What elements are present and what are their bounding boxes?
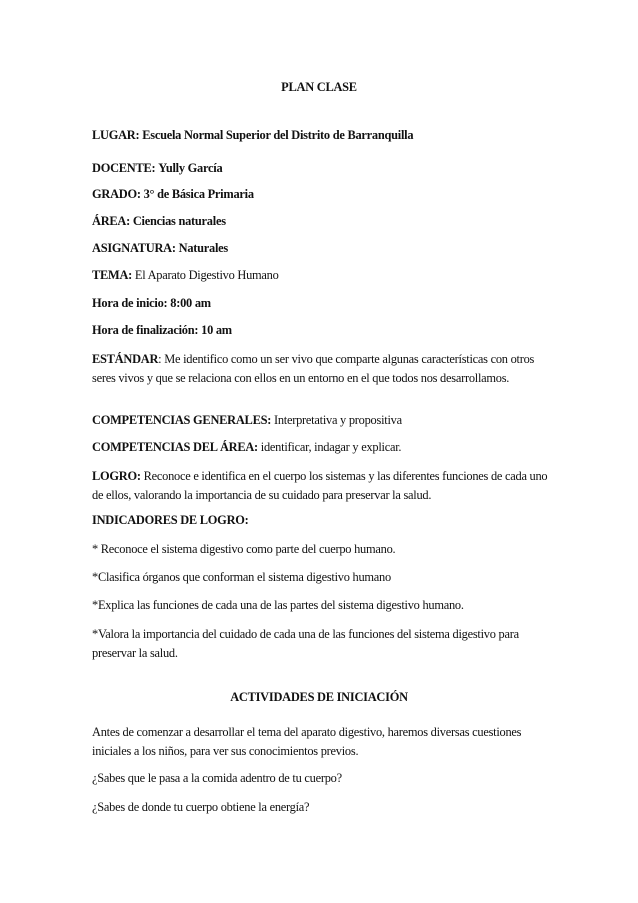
competencias-area-text: identificar, indagar y explicar. bbox=[260, 440, 402, 454]
indicador-item: * Reconoce el sistema digestivo como parte del cuerpo humano. bbox=[92, 542, 396, 556]
field-hora-fin bbox=[92, 323, 552, 338]
estandar-text: : Me identifico como un ser vivo que comparte algunas características con otros seres vivos y que se relaciona con ellos en un entorno en el que todos nos desarrollamos. bbox=[92, 352, 535, 385]
field-hora-inicio-value: 8:00 am bbox=[170, 296, 211, 310]
field-asignatura bbox=[92, 241, 552, 256]
indicador-item: *Valora la importancia del cuidado de cada una de las funciones del sistema digestivo para preservar la salud. bbox=[92, 627, 519, 660]
field-hora-fin-label: Hora de finalización: bbox=[92, 323, 199, 337]
field-area-value: Ciencias naturales bbox=[132, 214, 226, 228]
actividades-question: ¿Sabes que le pasa a la comida adentro de tu cuerpo? bbox=[92, 771, 342, 785]
field-lugar-label: LUGAR: bbox=[92, 128, 140, 142]
logro-label: LOGRO: bbox=[92, 469, 141, 483]
logro-text: Reconoce e identifica en el cuerpo los sistemas y las diferentes funciones de cada uno de ellos, valorando la importancia de su cuidado para preservar la salud. bbox=[92, 469, 548, 502]
field-grado-value: 3° de Básica Primaria bbox=[143, 187, 254, 201]
actividades-heading: ACTIVIDADES DE INICIACIÓN bbox=[230, 690, 408, 704]
field-hora-inicio-label: Hora de inicio: bbox=[92, 296, 168, 310]
competencias-generales bbox=[92, 413, 552, 428]
logro-paragraph bbox=[92, 467, 557, 504]
estandar-label: ESTÁNDAR bbox=[92, 352, 159, 366]
field-docente bbox=[92, 161, 552, 176]
indicador-item: *Clasifica órganos que conforman el sistema digestivo humano bbox=[92, 570, 391, 584]
field-asignatura-label: ASIGNATURA: bbox=[92, 241, 176, 255]
actividades-intro: Antes de comenzar a desarrollar el tema del aparato digestivo, haremos diversas cuestiones iniciales a los niños, para ver sus conocimientos previos. bbox=[92, 725, 522, 758]
competencias-generales-text: Interpretativa y propositiva bbox=[273, 413, 402, 427]
indicador-item: *Explica las funciones de cada una de las partes del sistema digestivo humano. bbox=[92, 598, 464, 612]
field-area bbox=[92, 214, 552, 229]
field-tema bbox=[92, 268, 552, 283]
field-hora-fin-value: 10 am bbox=[201, 323, 232, 337]
field-tema-label: TEMA: bbox=[92, 268, 133, 282]
field-asignatura-value: Naturales bbox=[178, 241, 228, 255]
field-docente-label: DOCENTE: bbox=[92, 161, 156, 175]
competencias-generales-label: COMPETENCIAS GENERALES: bbox=[92, 413, 272, 427]
field-grado-label: GRADO: bbox=[92, 187, 141, 201]
competencias-area bbox=[92, 440, 552, 455]
field-grado bbox=[92, 187, 552, 202]
field-tema-value: El Aparato Digestivo Humano bbox=[134, 268, 279, 282]
field-area-label: ÁREA: bbox=[92, 214, 130, 228]
field-lugar-value: Escuela Normal Superior del Distrito de Barranquilla bbox=[142, 128, 414, 142]
document-title: PLAN CLASE bbox=[281, 80, 357, 94]
competencias-area-label: COMPETENCIAS DEL ÁREA: bbox=[92, 440, 258, 454]
indicadores-heading: INDICADORES DE LOGRO: bbox=[92, 513, 249, 527]
field-hora-inicio bbox=[92, 296, 552, 311]
estandar-paragraph bbox=[92, 350, 557, 387]
field-lugar bbox=[92, 128, 552, 143]
actividades-question: ¿Sabes de donde tu cuerpo obtiene la energía? bbox=[92, 800, 310, 814]
field-docente-value: Yully García bbox=[158, 161, 223, 175]
